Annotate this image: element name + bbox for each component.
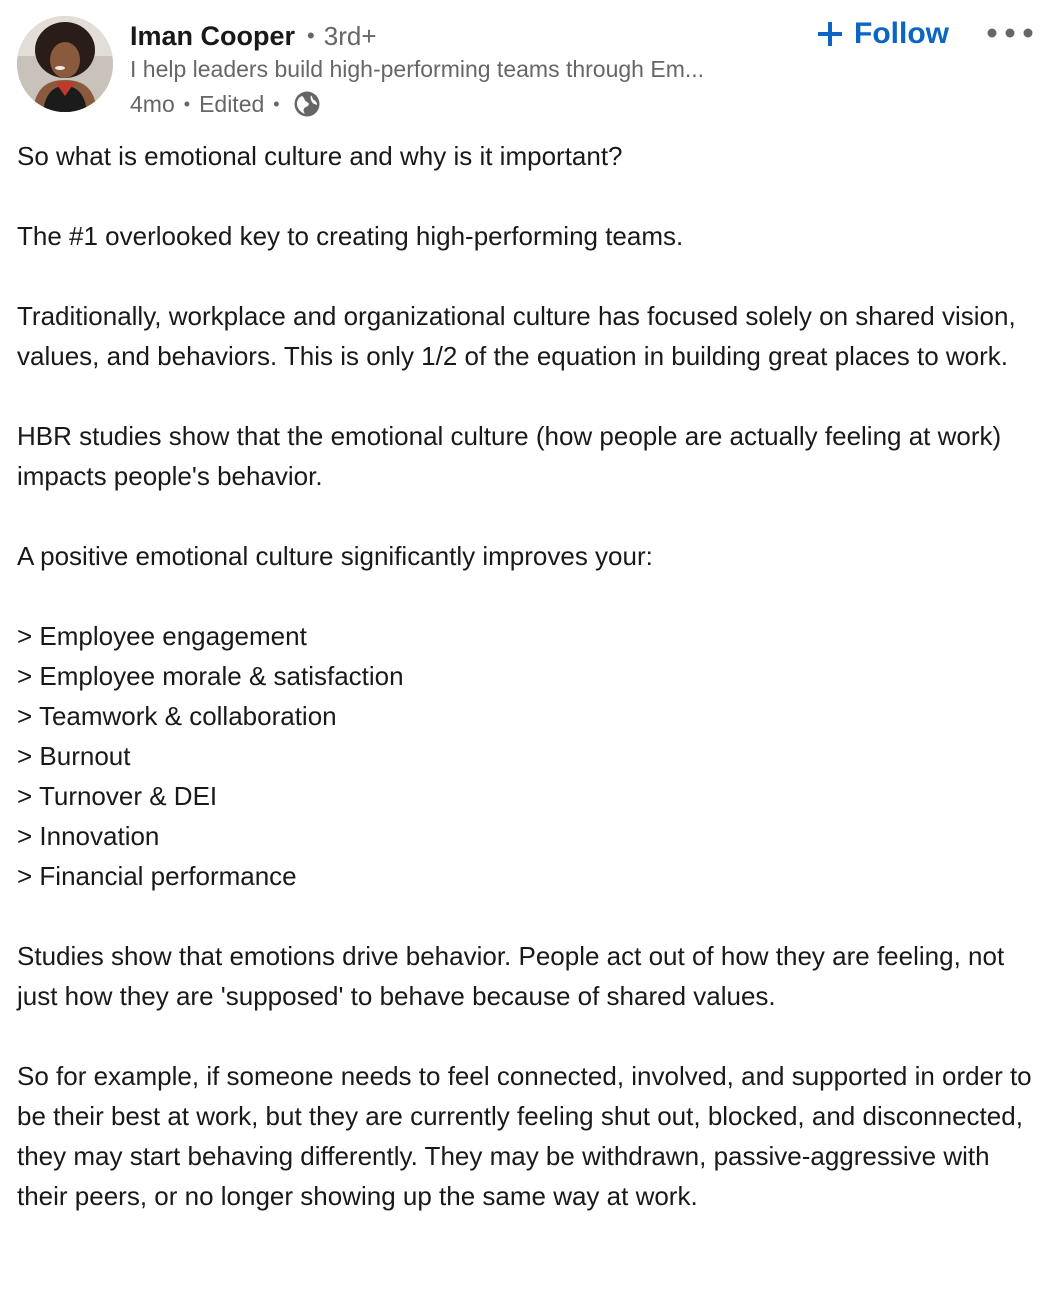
edited-label: Edited bbox=[199, 90, 265, 117]
post-paragraph: The #1 overlooked key to creating high-performing teams. bbox=[17, 221, 684, 251]
separator-dot: • bbox=[273, 93, 280, 114]
author-headline[interactable]: I help leaders build high-performing teams through Em... bbox=[130, 56, 705, 82]
more-options-button[interactable] bbox=[982, 18, 1038, 48]
separator-dot: • bbox=[307, 23, 315, 48]
list-item: > Employee morale & satisfaction bbox=[17, 661, 404, 691]
follow-button[interactable] bbox=[816, 12, 949, 56]
post-paragraph: So what is emotional culture and why is it important? bbox=[17, 141, 623, 171]
benefits-list bbox=[17, 616, 1047, 896]
separator-dot: • bbox=[183, 93, 191, 114]
post-header bbox=[0, 0, 1058, 130]
post-paragraph: A positive emotional culture significantly improves your: bbox=[17, 541, 653, 571]
avatar-photo bbox=[17, 16, 113, 112]
list-item: > Employee engagement bbox=[17, 621, 307, 651]
post-paragraph: Traditionally, workplace and organizational culture has focused solely on shared vision, values, and behaviors. This is only 1/2 of the equation in building great places to work. bbox=[17, 301, 1023, 371]
author-row bbox=[130, 18, 377, 54]
list-item: > Innovation bbox=[17, 821, 160, 851]
list-item: > Turnover & DEI bbox=[17, 781, 218, 811]
avatar[interactable] bbox=[17, 16, 113, 112]
post-paragraph: Studies show that emotions drive behavior. People act out of how they are feeling, not just how they are 'supposed' to behave because of shared values. bbox=[17, 941, 1012, 1011]
follow-label: Follow bbox=[854, 17, 949, 50]
post-paragraph: HBR studies show that the emotional culture (how people are actually feeling at work) impacts people's behavior. bbox=[17, 421, 1009, 491]
author-name[interactable]: Iman Cooper bbox=[130, 20, 296, 51]
post-meta bbox=[130, 88, 321, 120]
more-icon bbox=[982, 18, 1038, 48]
plus-icon bbox=[816, 20, 844, 48]
list-item: > Financial performance bbox=[17, 861, 297, 891]
post-paragraph: So for example, if someone needs to feel connected, involved, and supported in order to be their best at work, but they are currently feeling shut out, blocked, and disconnected, they may start behaving differently. They may be withdrawn, passive-aggressive with their peers, or no longer showing up the same way at work. bbox=[17, 1061, 1039, 1211]
list-item: > Burnout bbox=[17, 741, 131, 771]
connection-degree: 3rd+ bbox=[323, 20, 377, 51]
globe-icon bbox=[293, 90, 321, 118]
list-item: > Teamwork & collaboration bbox=[17, 701, 337, 731]
post-time: 4mo bbox=[130, 90, 175, 117]
post-body bbox=[17, 136, 1047, 1256]
